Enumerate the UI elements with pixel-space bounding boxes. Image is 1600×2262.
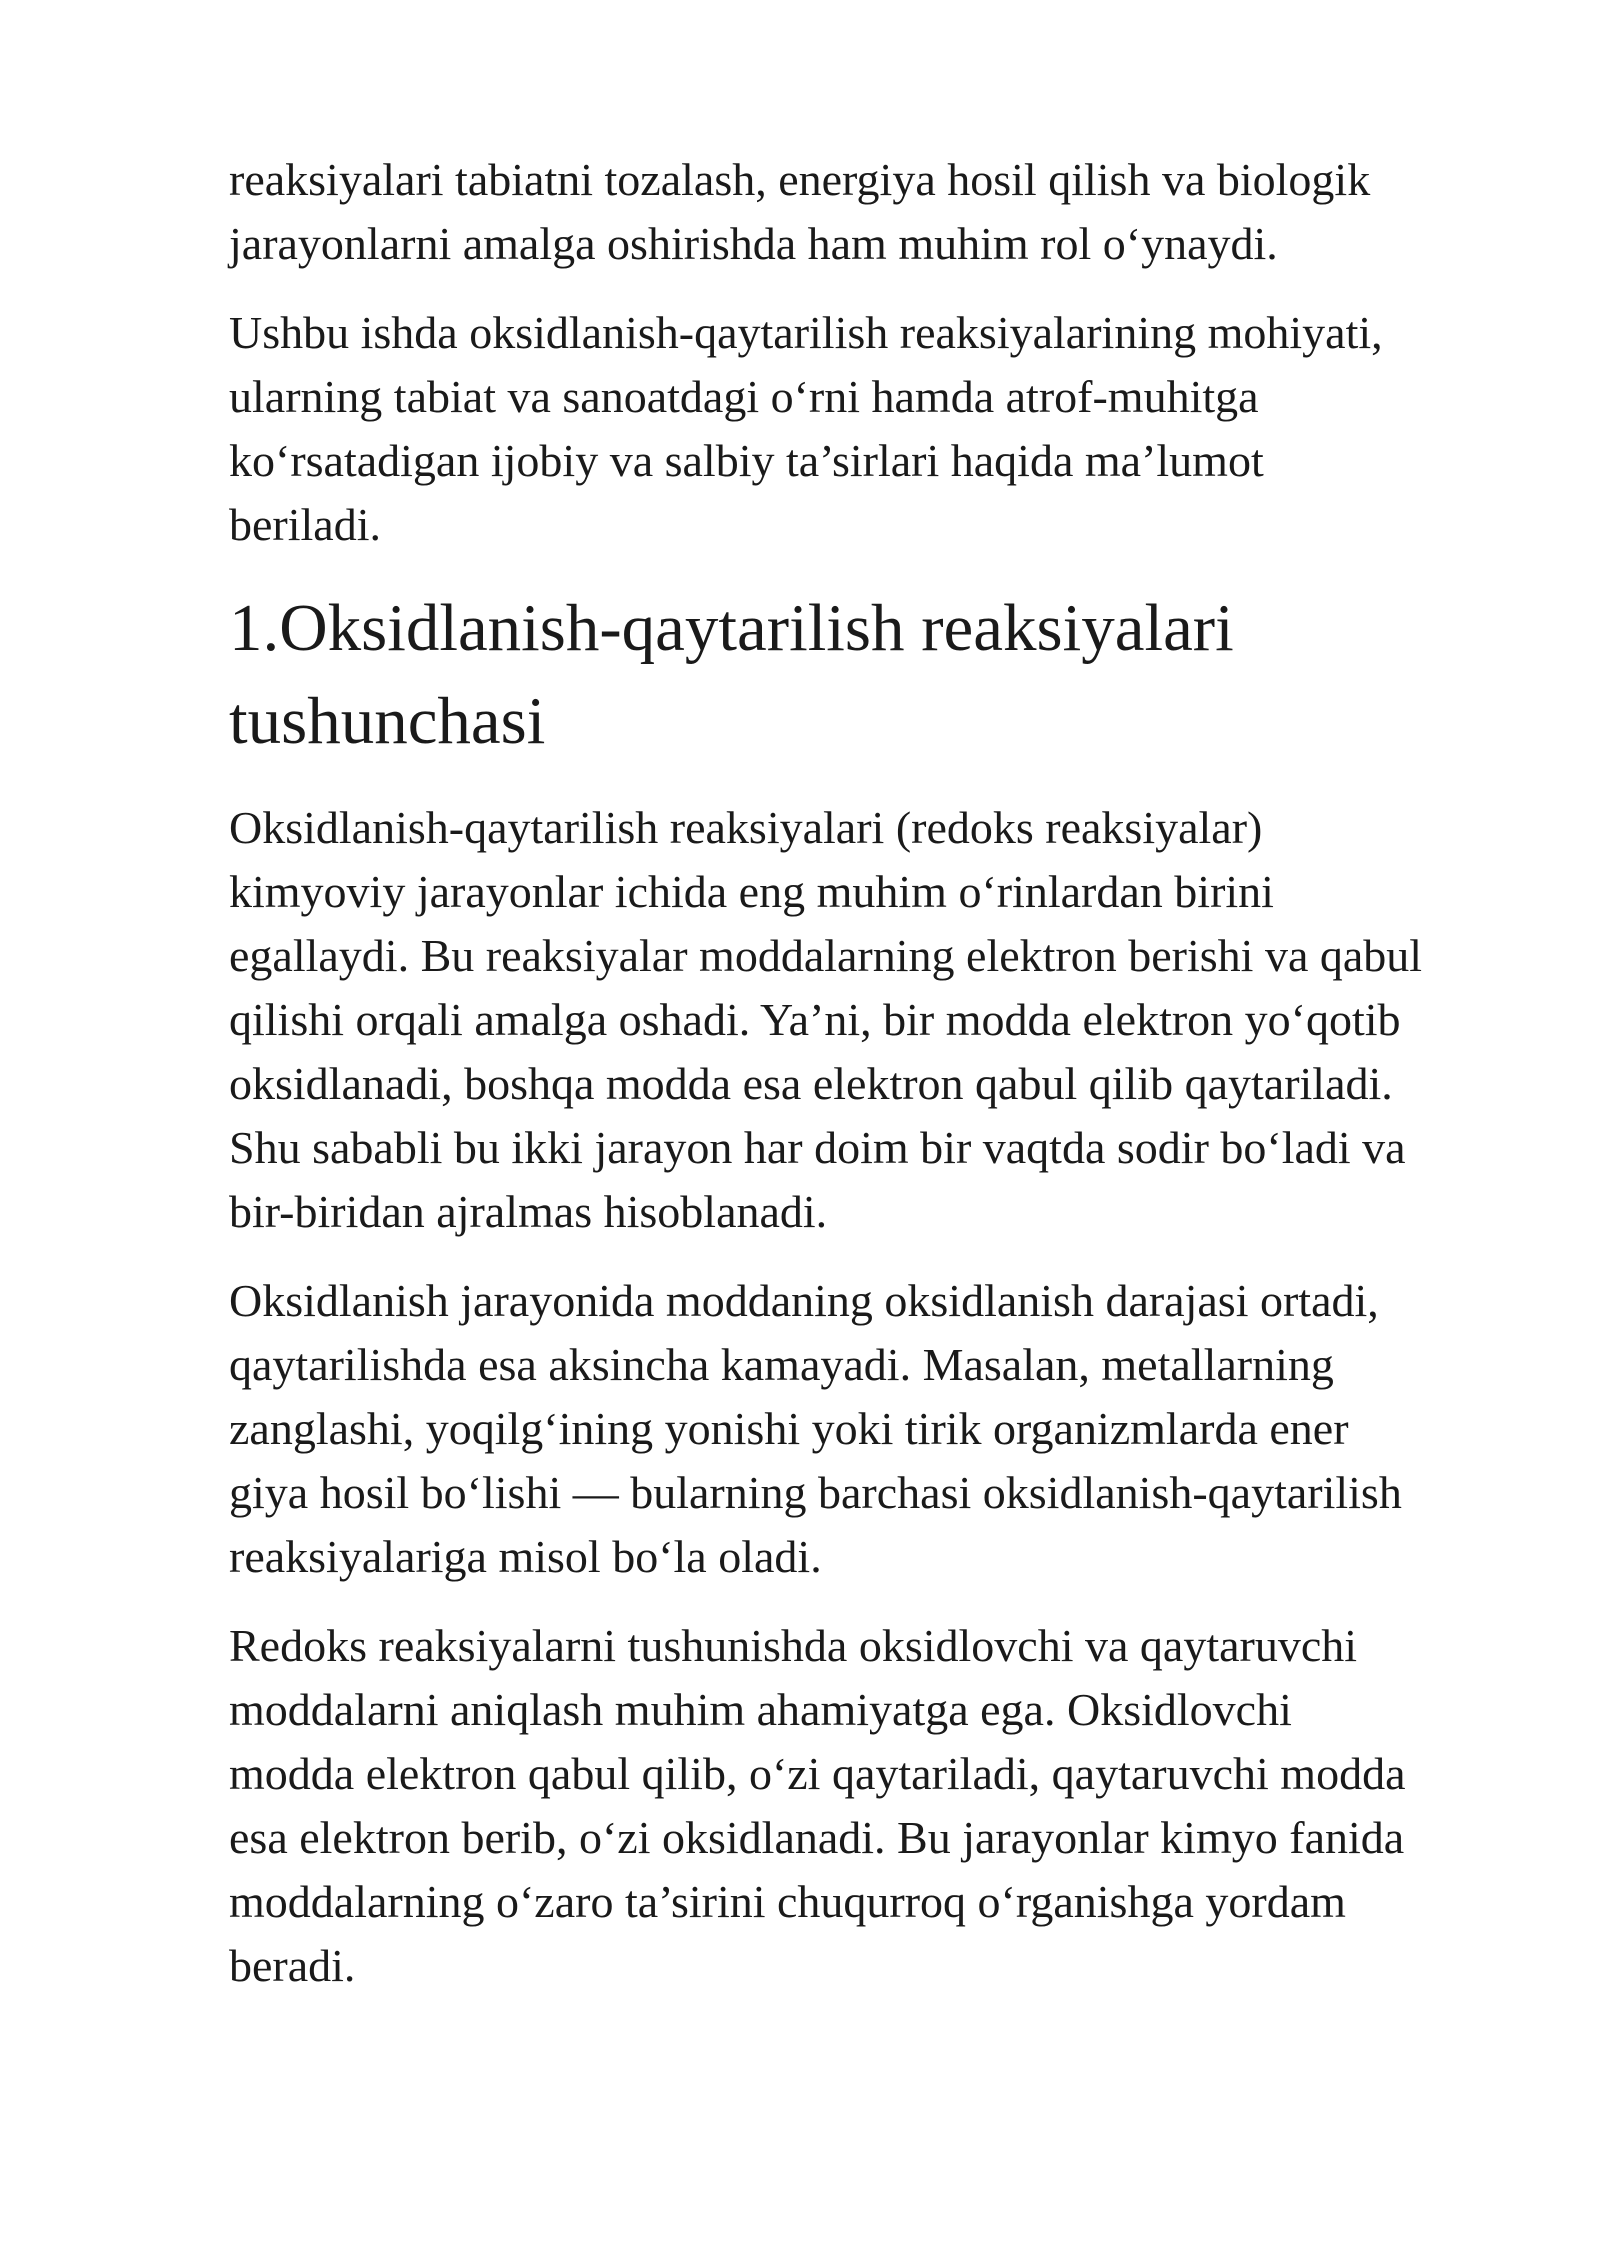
text-line: beradi. [229, 1940, 356, 1991]
paragraph-oxidizer-reducer [229, 1614, 1529, 1998]
text-line: Redoks reaksiyalarni tushunishda oksidlovchi va qaytaruvchi [229, 1620, 1358, 1671]
paragraph-redox-definition [229, 796, 1529, 1244]
text-line: esa elektron berib, o‘zi oksidlanadi. Bu jarayonlar kimyo fanida [229, 1812, 1405, 1863]
paragraph-purpose [229, 301, 1529, 557]
text-line: moddalarning o‘zaro ta’sirini chuqurroq o‘rganishga yordam [229, 1876, 1346, 1927]
text-line: moddalarni aniqlash muhim ahamiyatga ega. Oksidlovchi [229, 1684, 1292, 1735]
text-line: Ushbu ishda oksidlanish-qaytarilish reaksiyalarining mohiyati, [229, 307, 1383, 358]
text-line: beriladi. [229, 499, 381, 550]
text-line: oksidlanadi, boshqa modda esa elektron qabul qilib qaytariladi. [229, 1058, 1393, 1109]
text-line: qaytarilishda esa aksincha kamayadi. Masalan, metallarning [229, 1339, 1334, 1390]
heading-line: tushunchasi [229, 684, 546, 758]
text-line: kimyoviy jarayonlar ichida eng muhim o‘rinlardan birini [229, 866, 1274, 917]
text-line: Shu sababli bu ikki jarayon har doim bir vaqtda sodir bo‘ladi va [229, 1122, 1406, 1173]
paragraph-oxidation-process [229, 1269, 1529, 1589]
text-line: zanglashi, yoqilg‘ining yonishi yoki tirik organizmlarda ener [229, 1403, 1349, 1454]
text-line: qilishi orqali amalga oshadi. Ya’ni, bir modda elektron yo‘qotib [229, 994, 1401, 1045]
text-line: giya hosil bo‘lishi — bularning barchasi oksidlanish-qaytarilish [229, 1467, 1402, 1518]
text-line: reaksiyalari tabiatni tozalash, energiya hosil qilish va biologik [229, 154, 1371, 205]
text-line: Oksidlanish jarayonida moddaning oksidlanish darajasi ortadi, [229, 1275, 1379, 1326]
paragraph-intro-continuation [229, 148, 1529, 276]
text-line: ko‘rsatadigan ijobiy va salbiy ta’sirlari haqida ma’lumot [229, 435, 1264, 486]
text-line: Oksidlanish-qaytarilish reaksiyalari (redoks reaksiyalar) [229, 802, 1263, 853]
text-line: ularning tabiat va sanoatdagi o‘rni hamda atrof-muhitga [229, 371, 1259, 422]
document-page [229, 148, 1529, 2023]
text-line: reaksiyalariga misol bo‘la oladi. [229, 1531, 822, 1582]
section-heading [229, 582, 1529, 768]
text-line: egallaydi. Bu reaksiyalar moddalarning elektron berishi va qabul [229, 930, 1423, 981]
text-line: bir-biridan ajralmas hisoblanadi. [229, 1186, 828, 1237]
text-line: modda elektron qabul qilib, o‘zi qaytariladi, qaytaruvchi modda [229, 1748, 1406, 1799]
heading-line: 1.Oksidlanish-qaytarilish reaksiyalari [229, 591, 1234, 665]
text-line: jarayonlarni amalga oshirishda ham muhim rol o‘ynaydi. [229, 218, 1278, 269]
